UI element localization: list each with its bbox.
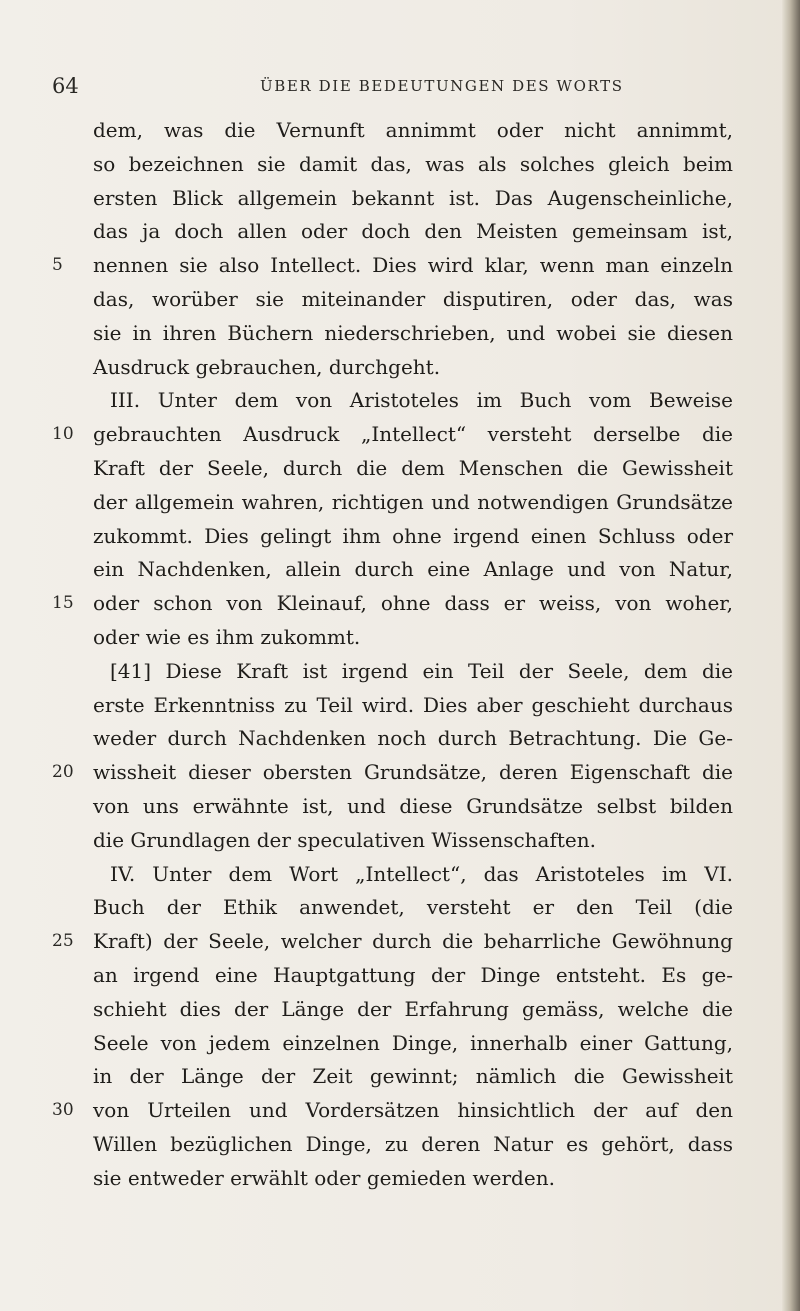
text-line <box>52 283 752 317</box>
line-text: von uns erwähnte ist, und diese Grundsätze selbst bilden <box>93 793 733 818</box>
line-number: 5 <box>52 255 63 276</box>
line-text: der allgemein wahren, richtigen und notwendigen Grundsätze <box>93 489 733 514</box>
line-text: schieht dies der Länge der Erfahrung gemäss, welche die <box>93 996 733 1021</box>
text-line <box>52 891 752 925</box>
text-line <box>52 486 752 520</box>
line-text: erste Erkenntniss zu Teil wird. Dies aber geschieht durchaus <box>93 692 733 717</box>
text-line <box>52 756 752 790</box>
text-line <box>52 925 752 959</box>
text-line <box>52 1162 752 1196</box>
line-text: [41] Diese Kraft ist irgend ein Teil der Seele, dem die <box>110 658 733 683</box>
line-text: ersten Blick allgemein bekannt ist. Das Augenscheinliche, <box>93 185 733 210</box>
text-line <box>52 520 752 554</box>
line-text: Kraft der Seele, durch die dem Menschen die Gewissheit <box>93 455 733 480</box>
page-number: 64 <box>52 74 79 98</box>
text-line <box>52 858 752 892</box>
line-text: die Grundlagen der speculativen Wissenschaften. <box>93 827 596 852</box>
text-line <box>52 1094 752 1128</box>
text-line <box>52 148 752 182</box>
line-text: weder durch Nachdenken noch durch Betrachtung. Die Ge- <box>93 726 733 751</box>
line-text: Kraft) der Seele, welcher durch die beharrliche Gewöhnung <box>93 929 733 954</box>
line-text: an irgend eine Hauptgattung der Dinge entsteht. Es ge- <box>93 962 733 987</box>
text-line <box>52 993 752 1027</box>
text-line <box>52 1060 752 1094</box>
text-line <box>52 587 752 621</box>
line-number: 15 <box>52 593 74 614</box>
line-number: 10 <box>52 424 74 445</box>
line-text: das ja doch allen oder doch den Meisten gemeinsam ist, <box>93 219 733 244</box>
page-edge-shadow <box>782 0 800 1311</box>
text-line <box>52 1128 752 1162</box>
text-line <box>52 452 752 486</box>
page-header <box>52 74 702 98</box>
line-text: oder schon von Kleinauf, ohne dass er weiss, von woher, <box>93 591 733 616</box>
line-text: ein Nachdenken, allein durch eine Anlage und von Natur, <box>93 557 733 582</box>
text-line <box>52 182 752 216</box>
line-text: gebrauchten Ausdruck „Intellect“ versteht derselbe die <box>93 422 733 447</box>
text-line <box>52 317 752 351</box>
text-line <box>52 621 752 655</box>
line-text: in der Länge der Zeit gewinnt; nämlich die Gewissheit <box>93 1064 733 1089</box>
line-text: wissheit dieser obersten Grundsätze, deren Eigenschaft die <box>93 760 733 785</box>
line-text: dem, was die Vernunft annimmt oder nicht annimmt, <box>93 118 733 142</box>
line-text: zukommt. Dies gelingt ihm ohne irgend einen Schluss oder <box>93 523 733 548</box>
text-line <box>52 215 752 249</box>
line-text: sie entweder erwählt oder gemieden werden. <box>93 1165 555 1190</box>
text-line <box>52 689 752 723</box>
line-number: 20 <box>52 762 74 783</box>
text-line <box>52 553 752 587</box>
line-text: Ausdruck gebrauchen, durchgeht. <box>93 354 441 379</box>
text-line <box>52 959 752 993</box>
text-line <box>52 384 752 418</box>
line-text: Buch der Ethik anwendet, versteht er den Teil (die <box>93 895 733 920</box>
text-line <box>52 824 752 858</box>
line-text: IV. Unter dem Wort „Intellect“, das Aristoteles im VI. <box>110 861 733 886</box>
text-line <box>52 114 752 148</box>
line-text: oder wie es ihm zukommt. <box>93 624 361 649</box>
line-text: III. Unter dem von Aristoteles im Buch vom Beweise <box>110 388 733 413</box>
text-line <box>52 351 752 385</box>
line-text: Willen bezüglichen Dinge, zu deren Natur es gehört, dass <box>93 1131 733 1156</box>
line-text: nennen sie also Intellect. Dies wird klar, wenn man einzeln <box>93 253 733 278</box>
text-line <box>52 655 752 689</box>
text-line <box>52 249 752 283</box>
line-text: sie in ihren Büchern niederschrieben, und wobei sie diesen <box>93 320 733 345</box>
line-text: von Urteilen und Vordersätzen hinsichtlich der auf den <box>93 1098 733 1123</box>
text-line <box>52 790 752 824</box>
text-line <box>52 1027 752 1061</box>
line-text: Seele von jedem einzelnen Dinge, innerhalb einer Gattung, <box>93 1030 733 1055</box>
running-head: ÜBER DIE BEDEUTUNGEN DES WORTS <box>260 77 624 95</box>
line-text: so bezeichnen sie damit das, was als solches gleich beim <box>93 151 733 176</box>
body-text <box>52 114 752 1196</box>
line-text: das, worüber sie miteinander disputiren, oder das, was <box>93 286 733 311</box>
text-line <box>52 418 752 452</box>
text-line <box>52 722 752 756</box>
line-number: 25 <box>52 931 74 952</box>
line-number: 30 <box>52 1100 74 1121</box>
